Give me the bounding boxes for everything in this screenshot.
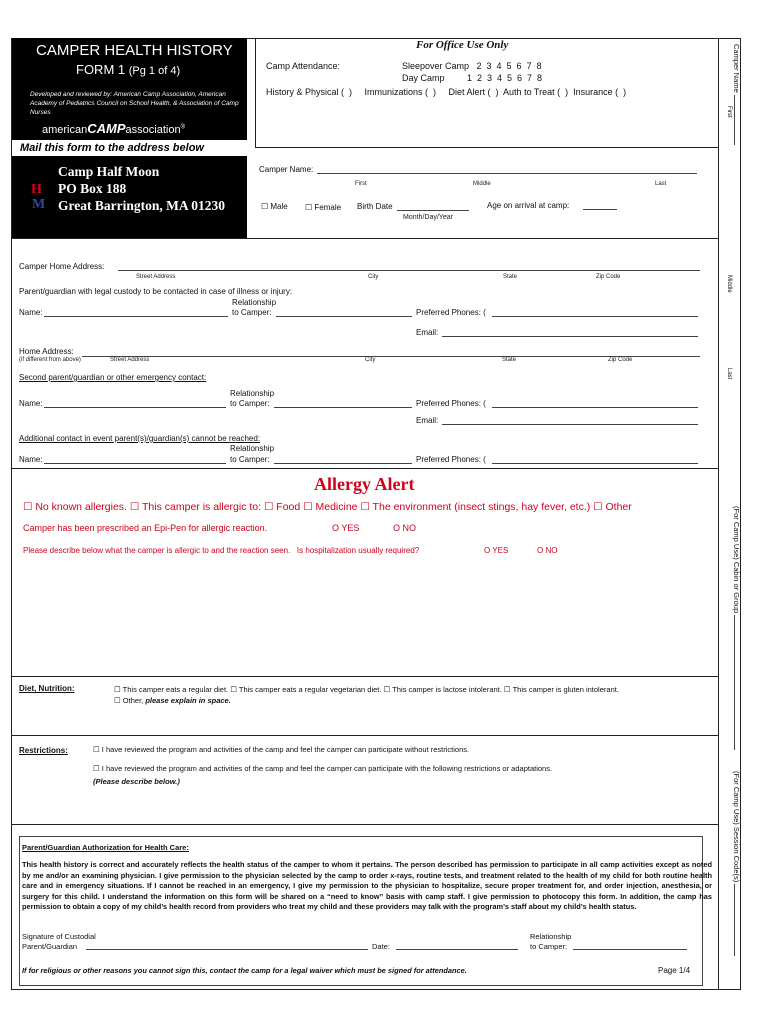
- authorization-heading: Parent/Guardian Authorization for Health Care:: [22, 843, 189, 852]
- date-label: Date:: [372, 942, 390, 951]
- side-middle: Middle: [726, 275, 732, 293]
- relationship-sig-field[interactable]: [573, 949, 687, 950]
- date-field[interactable]: [396, 949, 518, 950]
- restriction-option-1[interactable]: ☐ I have reviewed the program and activities of the camp and feel the camper can participate without restrictions.: [93, 745, 470, 754]
- side-last: Last: [726, 368, 732, 380]
- attendance-label: Camp Attendance:: [266, 61, 341, 71]
- if-different-caption: (if different from above): [19, 357, 81, 363]
- waiver-note: If for religious or other reasons you cannot sign this, contact the camp for a legal waiver which must be signed for attendance.: [22, 966, 467, 975]
- form-pages: (Pg 1 of 4): [128, 65, 181, 77]
- aca-logo-reg: ®: [180, 124, 185, 131]
- diet-divider: [11, 735, 719, 736]
- day-camp: Day Camp 1 2 3 4 5 6 7 8: [402, 73, 543, 83]
- form-number-text: FORM 1: [76, 62, 126, 77]
- birth-date-format: Month/Day/Year: [403, 214, 453, 221]
- svg-text:H: H: [31, 182, 42, 197]
- phones-label-2: Preferred Phones: (: [416, 399, 486, 408]
- restrictions-label: Restrictions:: [19, 746, 68, 755]
- allergy-alert-title: Allergy Alert: [314, 474, 415, 494]
- city-caption-2: City: [365, 357, 376, 363]
- header-divider: [11, 238, 719, 239]
- side-session-label: (For Camp Use) Session Code(s): [732, 771, 741, 883]
- camp-name: Camp Half Moon: [58, 164, 160, 179]
- guardian-intro: Parent/guardian with legal custody to be contacted in case of illness or injury:: [19, 287, 293, 296]
- mail-heading: Mail this form to the address below: [20, 142, 204, 154]
- epipen-question: Camper has been prescribed an Epi-Pen for allergic reaction.: [23, 523, 268, 533]
- side-camper-name: [732, 44, 741, 145]
- allergy-divider: [11, 676, 719, 677]
- email-label-1: Email:: [416, 328, 439, 337]
- second-name-field[interactable]: [44, 407, 226, 408]
- svg-text:M: M: [32, 197, 46, 212]
- hospitalization-no[interactable]: O NO: [537, 546, 558, 555]
- relationship-field-1[interactable]: [276, 316, 412, 317]
- home-address-field[interactable]: [118, 270, 700, 271]
- email-field-1[interactable]: [442, 336, 698, 337]
- last-caption: Last: [655, 181, 667, 187]
- title-block: [12, 38, 247, 238]
- camp-city: Great Barrington, MA 01230: [58, 198, 225, 213]
- office-checks: History & Physical ( ) Immunizations ( ) Diet Alert ( ) Auth to Treat ( ) Insurance ( ): [266, 87, 627, 97]
- street-caption: Street Address: [136, 274, 176, 280]
- zip-caption-2: Zip Code: [608, 357, 633, 363]
- form-number: [76, 62, 180, 77]
- email-label-2: Email:: [416, 416, 439, 425]
- street-caption-2: Street Address: [110, 357, 150, 363]
- phones-field-3[interactable]: [492, 463, 698, 464]
- allergy-options[interactable]: ☐ No known allergies. ☐ This camper is allergic to: ☐ Food ☐ Medicine ☐ The environment (insect stings, hay fever, etc.) ☐ Other: [23, 501, 632, 513]
- to-camper-1: to Camper:: [232, 308, 272, 317]
- home-address-label: Camper Home Address:: [19, 262, 105, 271]
- phones-field-1[interactable]: [492, 316, 698, 317]
- camp-address: [58, 163, 225, 214]
- aca-logo-mid: CAMP: [87, 121, 126, 136]
- age-label: Age on arrival at camp:: [487, 201, 570, 210]
- epipen-no[interactable]: O NO: [393, 523, 417, 533]
- restriction-option-2[interactable]: ☐ I have reviewed the program and activities of the camp and feel the camper can participate with the following restrictions or adaptations.: [93, 764, 553, 773]
- diet-other-explain: please explain in space.: [145, 696, 231, 705]
- camper-name-label: Camper Name:: [259, 165, 314, 174]
- restrictions-divider: [11, 824, 719, 825]
- relationship-label-1: Relationship: [232, 298, 277, 307]
- aca-logo-right: association: [125, 124, 181, 136]
- name-label-3: Name:: [19, 455, 43, 464]
- side-camper-name-label: Camper Name: [732, 44, 741, 93]
- allergy-description-area[interactable]: [23, 560, 703, 672]
- side-cabin: [732, 506, 741, 750]
- to-camper-2: to Camper:: [230, 399, 270, 408]
- address-divider: [11, 468, 719, 469]
- age-field[interactable]: [583, 209, 617, 210]
- signature-label-line1: Signature of Custodial: [22, 932, 96, 941]
- zip-caption: Zip Code: [596, 274, 621, 280]
- form-title: CAMPER HEALTH HISTORY: [36, 42, 233, 59]
- camper-info: [255, 148, 719, 238]
- diet-label: Diet, Nutrition:: [19, 684, 75, 693]
- aca-logo: [42, 121, 185, 136]
- restrictions-describe: (Please describe below.): [93, 777, 180, 786]
- state-caption: State: [503, 274, 518, 280]
- hospitalization-yes[interactable]: O YES: [484, 546, 509, 555]
- phones-field-2[interactable]: [492, 407, 698, 408]
- relationship-sig-line1: Relationship: [530, 932, 572, 941]
- relationship-label-2: Relationship: [230, 389, 275, 398]
- first-caption: First: [355, 181, 367, 187]
- signature-field[interactable]: [86, 949, 368, 950]
- relationship-sig-label: [530, 932, 571, 952]
- sleepover-camp: Sleepover Camp 2 3 4 5 6 7 8: [402, 61, 542, 71]
- home-address-label-2: Home Address:: [19, 347, 74, 356]
- relationship-field-3[interactable]: [274, 463, 412, 464]
- female-checkbox[interactable]: ☐ Female: [305, 203, 342, 212]
- male-checkbox[interactable]: ☐ Male: [261, 202, 288, 211]
- camp-po-box: PO Box 188: [58, 181, 127, 196]
- second-contact-heading: Second parent/guardian or other emergency contact:: [19, 373, 207, 382]
- state-caption-2: State: [502, 357, 517, 363]
- signature-label: [22, 932, 96, 952]
- camp-half-moon-logo: [22, 174, 56, 214]
- additional-contact-heading: Additional contact in event parent(s)/guardian(s) cannot be reached:: [19, 434, 261, 443]
- office-use-box: [255, 38, 719, 148]
- camper-name-field[interactable]: [317, 173, 697, 174]
- relationship-field-2[interactable]: [274, 407, 412, 408]
- city-caption: City: [368, 274, 379, 280]
- name-label-1: Name:: [19, 308, 43, 317]
- office-heading: For Office Use Only: [416, 39, 509, 51]
- email-field-2[interactable]: [442, 424, 698, 425]
- side-cabin-label: (For Camp Use) Cabin or Group: [732, 506, 741, 614]
- authorization-body: This health history is correct and accurately reflects the health status of the camper to whom it pertains. The person described has permission to participate in all camp activities except as noted by me and/or an examining physician. I give permission to the physician selected by the camp to order x-rays, routine tests, and treatment related to the health of my child for both routine health care and in emergency situations. If I cannot be reached in an emergency, I give my permission to the physician to hospitalize, secure proper treatment for, and order injection, anesthesia, or surgery for this child. I understand the information on this form will be shared on a “need to know” basis with camp staff. I give permission to photocopy this form. In addition, the camp has permission to obtain a copy of my child’s health record from providers who treat my child and these providers may talk with the program’s staff about my child’s health status.: [22, 860, 712, 912]
- side-first: First: [726, 106, 732, 118]
- name-label-2: Name:: [19, 399, 43, 408]
- aca-logo-left: american: [42, 124, 88, 136]
- relationship-label-3: Relationship: [230, 444, 275, 453]
- additional-name-field[interactable]: [44, 463, 226, 464]
- side-session: [732, 771, 741, 956]
- diet-options[interactable]: ☐ This camper eats a regular diet. ☐ This camper eats a regular vegetarian diet. ☐ This camper is lactose intolerant. ☐ This camper is gluten intolerant.: [114, 685, 619, 694]
- phones-label-1: Preferred Phones: (: [416, 308, 486, 317]
- authorization-box: [19, 836, 712, 986]
- birth-date-field[interactable]: [397, 210, 469, 211]
- phones-label-3: Preferred Phones: (: [416, 455, 486, 464]
- allergy-describe: Please describe below what the camper is allergic to and the reaction seen. Is hospitalization usually required?: [23, 546, 420, 555]
- to-camper-3: to Camper:: [230, 455, 270, 464]
- diet-other-checkbox[interactable]: ☐ Other,: [114, 696, 144, 705]
- epipen-yes[interactable]: O YES: [332, 523, 360, 533]
- diet-other[interactable]: [114, 696, 231, 705]
- signature-label-line2: Parent/Guardian: [22, 942, 78, 951]
- page-number: Page 1/4: [658, 966, 691, 975]
- middle-caption: Middle: [473, 181, 491, 187]
- guardian-name-field[interactable]: [44, 316, 228, 317]
- birth-date-label: Birth Date: [357, 202, 393, 211]
- developed-by: Developed and reviewed by: American Camp Association, American Academy of Pediatrics Council on School Health, & Association of Camp Nurses: [30, 91, 239, 116]
- relationship-sig-line2: to Camper:: [530, 942, 568, 951]
